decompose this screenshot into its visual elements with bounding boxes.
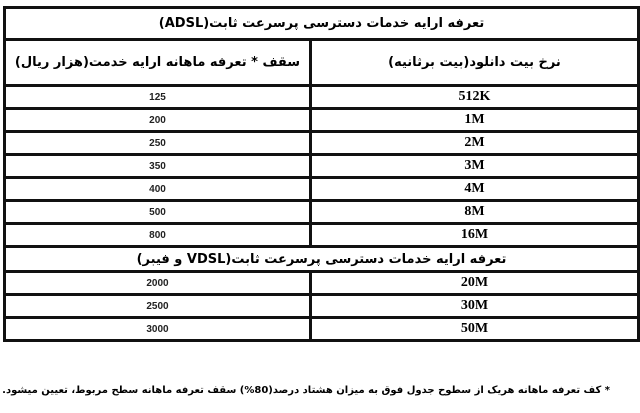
rate-cell: 16M xyxy=(311,224,639,247)
rate-cell: 512K xyxy=(311,86,639,109)
adsl-section-title: تعرفه ارایه خدمات دسترسی پرسرعت ثابت(ADSL) xyxy=(5,8,639,40)
vdsl-title-row xyxy=(5,247,639,272)
table-row xyxy=(5,109,639,132)
rate-cell: 30M xyxy=(311,295,639,318)
price-cell: 125 xyxy=(5,86,311,109)
rate-cell: 20M xyxy=(311,272,639,295)
rate-cell: 8M xyxy=(311,201,639,224)
table-row xyxy=(5,295,639,318)
table-row xyxy=(5,178,639,201)
price-cell: 200 xyxy=(5,109,311,132)
price-cell: 2500 xyxy=(5,295,311,318)
table-row xyxy=(5,86,639,109)
price-cell: 350 xyxy=(5,155,311,178)
price-cell: 3000 xyxy=(5,318,311,341)
header-row xyxy=(5,40,639,86)
footnote: * کف تعرفه ماهانه هریک از سطوح جدول فوق به میزان هشتاد درصد(80%) سقف تعرفه ماهانه سطح مربوط، تعیین میشود. xyxy=(2,385,610,396)
header-download-rate: نرخ بیت دانلود(بیت برثانیه) xyxy=(311,40,639,86)
rate-cell: 4M xyxy=(311,178,639,201)
adsl-title-row xyxy=(5,8,639,40)
tariff-table xyxy=(3,6,640,342)
rate-cell: 3M xyxy=(311,155,639,178)
rate-cell: 2M xyxy=(311,132,639,155)
price-cell: 800 xyxy=(5,224,311,247)
price-cell: 400 xyxy=(5,178,311,201)
table-row xyxy=(5,201,639,224)
header-monthly-price: سقف * تعرفه ماهانه ارایه خدمت(هزار ریال) xyxy=(5,40,311,86)
table-row xyxy=(5,132,639,155)
table-row xyxy=(5,224,639,247)
table-row xyxy=(5,272,639,295)
price-cell: 2000 xyxy=(5,272,311,295)
price-cell: 250 xyxy=(5,132,311,155)
table-row xyxy=(5,155,639,178)
rate-cell: 50M xyxy=(311,318,639,341)
table-row xyxy=(5,318,639,341)
price-cell: 500 xyxy=(5,201,311,224)
rate-cell: 1M xyxy=(311,109,639,132)
vdsl-section-title: تعرفه ارایه خدمات دسترسی پرسرعت ثابت(VDSL و فیبر) xyxy=(5,247,639,272)
